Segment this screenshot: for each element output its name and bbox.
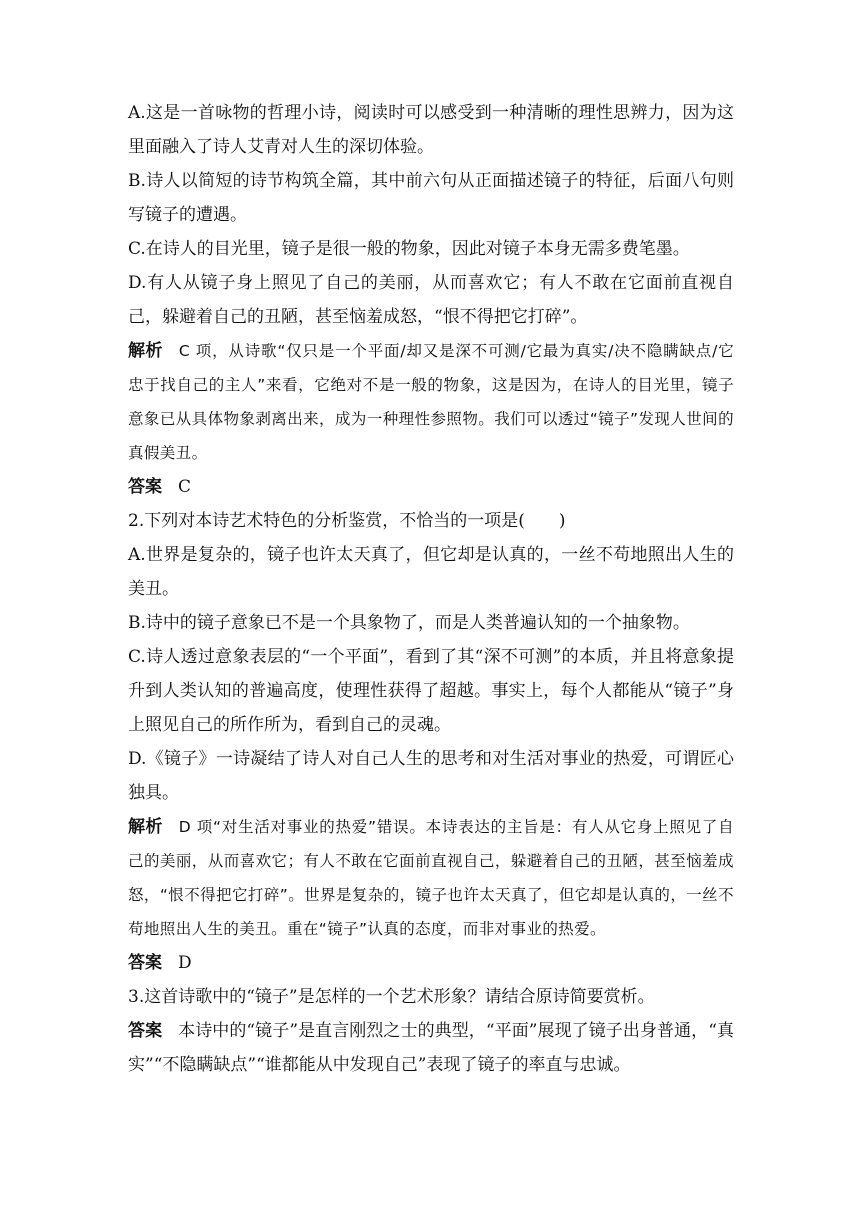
answer-label: 答案 xyxy=(128,953,162,973)
analysis-text: D 项“对生活对事业的热爱”错误。本诗表达的主旨是：有人从它身上照见了自己的美丽，从而喜欢它；有人不敢在它面前直视自己，躲避着自己的丑陋，甚至恼羞成怒，“恨不得把它打碎”。世界是复杂的，镜子也许太天真了，但它却是认真的，一丝不苟地照出人生的美丑。重在“镜子”认真的态度，而非对事业的热爱。 xyxy=(128,818,735,938)
document-page xyxy=(128,96,734,1082)
q3-answer xyxy=(128,1014,734,1082)
q3-stem: 3.这首诗歌中的“镜子”是怎样的一个艺术形象？请结合原诗简要赏析。 xyxy=(128,987,655,1007)
analysis-label: 解析 xyxy=(128,341,163,361)
analysis-label: 解析 xyxy=(128,817,163,837)
q2-option-c: C.诗人透过意象表层的“一个平面”，看到了其“深不可测”的本质，并且将意象提升到人类认知的普遍高度，使理性获得了超越。事实上，每个人都能从“镜子”身上照见自己的所作所为，看到自己的灵魂。 xyxy=(128,647,734,735)
q1-option-b: B.诗人以简短的诗节构筑全篇，其中前六句从正面描述镜子的特征，后面八句则写镜子的遭遇。 xyxy=(128,171,734,225)
q1-option-a: A.这是一首咏物的哲理小诗，阅读时可以感受到一种清晰的理性思辨力，因为这里面融入了诗人艾青对人生的深切体验。 xyxy=(128,103,734,157)
q1-option-d: D.有人从镜子身上照见了自己的美丽，从而喜欢它；有人不敢在它面前直视自己，躲避着自己的丑陋，甚至恼羞成怒，“恨不得把它打碎”。 xyxy=(128,273,734,327)
q1-answer xyxy=(128,470,734,504)
answer-label: 答案 xyxy=(128,1021,163,1041)
q2-answer xyxy=(128,946,734,980)
q2-stem: 2.下列对本诗艺术特色的分析鉴赏，不恰当的一项是( ) xyxy=(128,511,566,531)
analysis-text: C 项，从诗歌“仅只是一个平面/却又是深不可测/它最为真实/决不隐瞒缺点/它忠于找自己的主人”来看，它绝对不是一般的物象，这是因为，在诗人的目光里，镜子意象已从具体物象剥离出来，成为一种理性参照物。我们可以透过“镜子”发现人世间的真假美丑。 xyxy=(128,342,735,462)
answer-value: D xyxy=(178,953,192,973)
q1-analysis xyxy=(128,334,734,470)
answer-text: 本诗中的“镜子”是直言刚烈之士的典型，“平面”展现了镜子出身普通，“真实”“不隐瞒缺点”“谁都能从中发现自己”表现了镜子的率直与忠诚。 xyxy=(128,1021,734,1075)
q2-option-b: B.诗中的镜子意象已不是一个具象物了，而是人类普遍认知的一个抽象物。 xyxy=(128,613,690,633)
q2-option-a: A.世界是复杂的，镜子也许太天真了，但它却是认真的，一丝不苟地照出人生的美丑。 xyxy=(128,545,734,599)
q2-analysis xyxy=(128,810,734,946)
answer-label: 答案 xyxy=(128,477,162,497)
q2-option-d: D.《镜子》一诗凝结了诗人对自己人生的思考和对生活对事业的热爱，可谓匠心独具。 xyxy=(128,749,734,803)
answer-value: C xyxy=(178,477,192,497)
q1-option-c: C.在诗人的目光里，镜子是很一般的物象，因此对镜子本身无需多费笔墨。 xyxy=(128,239,690,259)
